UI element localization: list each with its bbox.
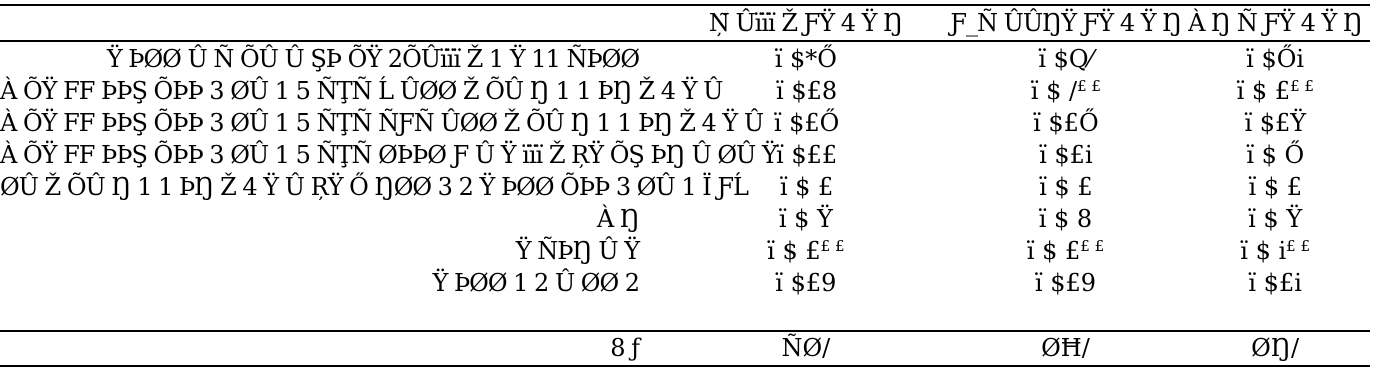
row-value-col-2: ï $ ££ £ xyxy=(1026,237,1105,265)
row-value-col-2: ï $ 8 xyxy=(1038,205,1093,233)
row-value-col-3: ï $ £ xyxy=(1248,173,1303,201)
row-value-col-1: ï $ Ÿ xyxy=(778,205,833,233)
row-value-col-3: ï $£i xyxy=(1248,269,1302,297)
footer-col-2: ØĦ/ xyxy=(1041,334,1090,362)
footer-rule xyxy=(0,330,1370,332)
row-label: Ÿ ÑÞŊ Û Ÿ xyxy=(515,237,640,265)
header-row xyxy=(0,7,1370,39)
footer-col-1: ÑØ/ xyxy=(781,334,831,362)
row-value-col-2: ï $£9 xyxy=(1034,269,1097,297)
row-value-col-2: ï $£Ő xyxy=(1033,109,1099,137)
row-label: À ÕŸ FF ÞÞŞ ÕÞÞ 3 ØÛ 1 5 ÑŢÑ ÑƑÑ ÛØØ Ž ÕÛ Ŋ 1 1 ÞŊ Ž 4 Ÿ Û xyxy=(0,109,764,137)
row-label: À ÕŸ FF ÞÞŞ ÕÞÞ 3 ØÛ 1 5 ÑŢÑ ØÞÞØ Ƒ Û Ÿ ïïï Ž ŖŸ ÕŞ ÞŊ Û ØÛ Ÿ xyxy=(0,141,777,169)
table-row xyxy=(0,43,1370,75)
row-value-col-2: ï $ £ xyxy=(1039,173,1093,201)
header-col-3: À Ŋ Ñ ƑŸ 4 Ÿ Ŋ xyxy=(1188,9,1363,37)
row-value-col-1: ï $ £ xyxy=(779,173,834,201)
header-rule xyxy=(0,40,1370,42)
row-value-col-1: ï $ ££ £ xyxy=(767,237,845,265)
row-value-col-2: ï $Q⁄ xyxy=(1038,45,1093,73)
row-value-col-2: ï $ /£ £ xyxy=(1030,77,1101,105)
footer-row xyxy=(0,333,1370,363)
row-value-col-1: ï $£9 xyxy=(775,269,837,297)
row-value-col-2: ï $£i xyxy=(1039,141,1093,169)
header-col-2: Ƒ_Ñ ÛÛŊŸ ƑŸ 4 Ÿ Ŋ xyxy=(950,9,1182,37)
table-row xyxy=(0,139,1370,171)
header-col-1: Ņ̃ Ûïïï Ž ƑŸ 4 Ÿ Ŋ xyxy=(708,9,903,37)
row-value-col-3: ï $ i£ £ xyxy=(1240,237,1311,265)
row-label: ØÛ Ž ÕÛ Ŋ 1 1 ÞŊ Ž 4 Ÿ Û ŖŸ Ő ŊØØ 3 2 Ÿ ÞØØ ÕÞÞ 3 ØÛ 1 Ï ƑĹ xyxy=(0,173,748,201)
footer-col-3: ØŊ/ xyxy=(1251,334,1300,362)
footer-label: 8 ƒ xyxy=(610,334,640,362)
row-value-col-3: ï $ Ÿ xyxy=(1248,205,1303,233)
row-label: À Ŋ xyxy=(596,205,640,233)
row-label: Ÿ ÞØØ Û Ñ ÕÛ Û ŞÞ ÕŸ 2ÕÛïïï Ž 1 Ÿ 11 ÑÞØØ xyxy=(106,45,640,73)
row-label: Ÿ ÞØØ 1 2 Û ØØ 2 xyxy=(432,269,640,297)
row-value-col-3: ï $Ői xyxy=(1246,45,1305,73)
table-row xyxy=(0,235,1370,267)
bottom-rule xyxy=(0,365,1370,367)
row-value-col-3: ï $£Ÿ xyxy=(1244,109,1307,137)
table-row xyxy=(0,203,1370,235)
row-value-col-1: ï $£8 xyxy=(776,77,838,105)
table-row xyxy=(0,107,1370,139)
row-label: À ÕŸ FF ÞÞŞ ÕÞÞ 3 ØÛ 1 5 ÑŢÑ Ĺ ÛØØ Ž ÕÛ Ŋ 1 1 ÞŊ Ž 4 Ÿ Û xyxy=(0,77,723,105)
table-row xyxy=(0,171,1370,203)
row-value-col-3: ï $ ££ £ xyxy=(1236,77,1314,105)
row-value-col-1: ï $££ xyxy=(776,141,838,169)
table-row xyxy=(0,75,1370,107)
table-row xyxy=(0,267,1370,299)
top-rule xyxy=(0,4,1370,6)
row-value-col-1: ï $*Ő xyxy=(774,45,837,73)
row-value-col-1: ï $£Ő xyxy=(773,109,840,137)
row-value-col-3: ï $ Ő xyxy=(1246,141,1305,169)
